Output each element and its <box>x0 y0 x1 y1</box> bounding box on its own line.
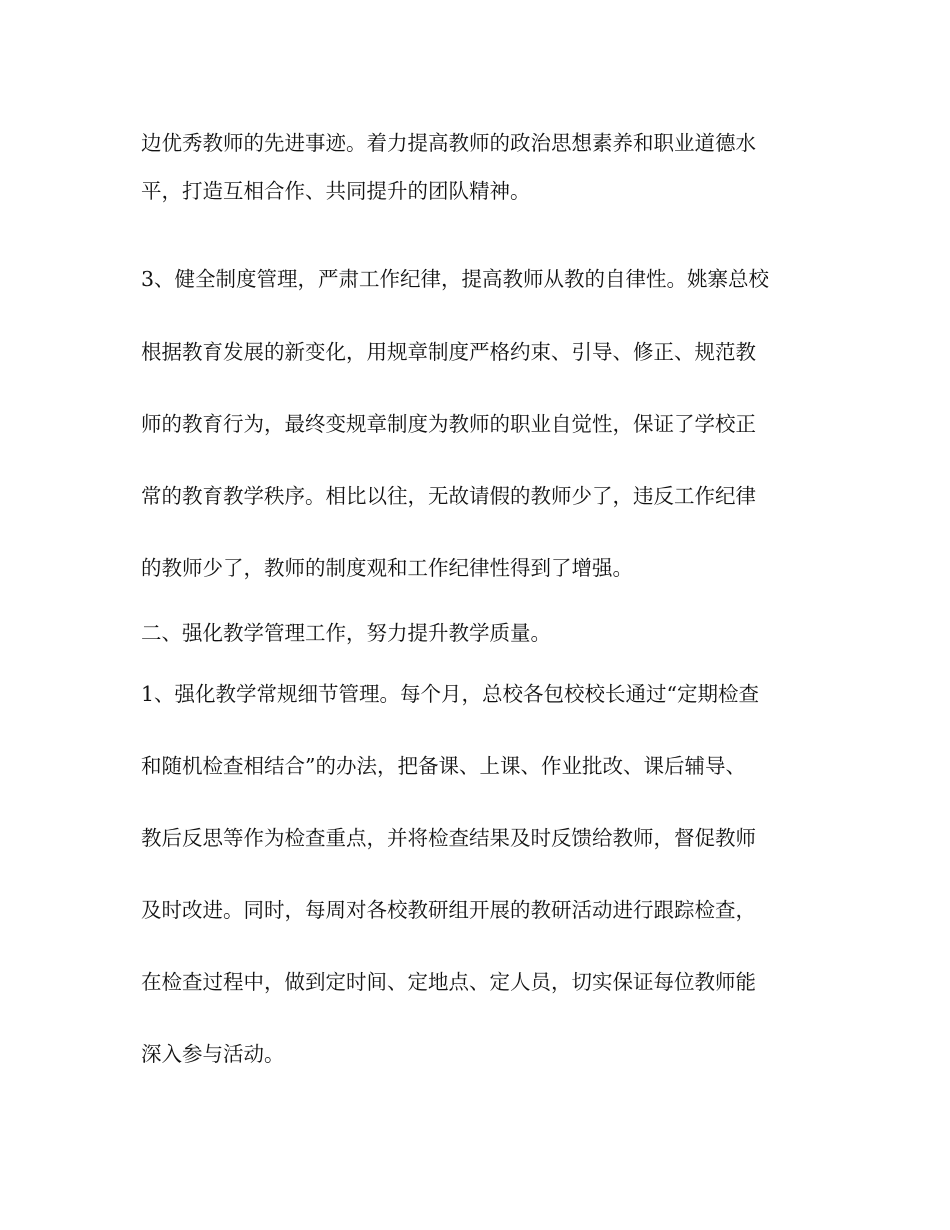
text-line-14: 深入参与活动。 <box>141 1042 285 1066</box>
text-line-7: 的教师少了，教师的制度观和工作纪律性得到了增强。 <box>141 556 633 580</box>
text-line-12: 及时改进。同时，每周对各校教研组开展的教研活动进行跟踪检查， <box>141 898 756 922</box>
text-line-13: 在检查过程中，做到定时间、定地点、定人员，切实保证每位教师能 <box>141 970 756 994</box>
text-line-6: 常的教育教学秩序。相比以往，无故请假的教师少了，违反工作纪律 <box>141 484 756 508</box>
text-line-10: 和随机检查相结合”的办法，把备课、上课、作业批改、课后辅导、 <box>141 754 746 778</box>
text-line-4: 根据教育发展的新变化，用规章制度严格约束、引导、修正、规范教 <box>141 340 756 364</box>
text-line-2: 平，打造互相合作、共同提升的团队精神。 <box>141 179 531 203</box>
text-line-1: 边优秀教师的先进事迹。着力提高教师的政治思想素养和职业道德水 <box>141 131 756 155</box>
text-line-5: 师的教育行为，最终变规章制度为教师的职业自觉性，保证了学校正 <box>141 412 756 436</box>
text-line-8: 二、强化教学管理工作，努力提升教学质量。 <box>141 621 551 645</box>
text-line-11: 教后反思等作为检查重点，并将检查结果及时反馈给教师，督促教师 <box>141 826 756 850</box>
text-line-9: 1、强化教学常规细节管理。每个月，总校各包校校长通过“定期检查 <box>141 682 760 706</box>
text-line-3: 3、健全制度管理，严肃工作纪律，提高教师从教的自律性。姚寨总校 <box>141 267 770 291</box>
